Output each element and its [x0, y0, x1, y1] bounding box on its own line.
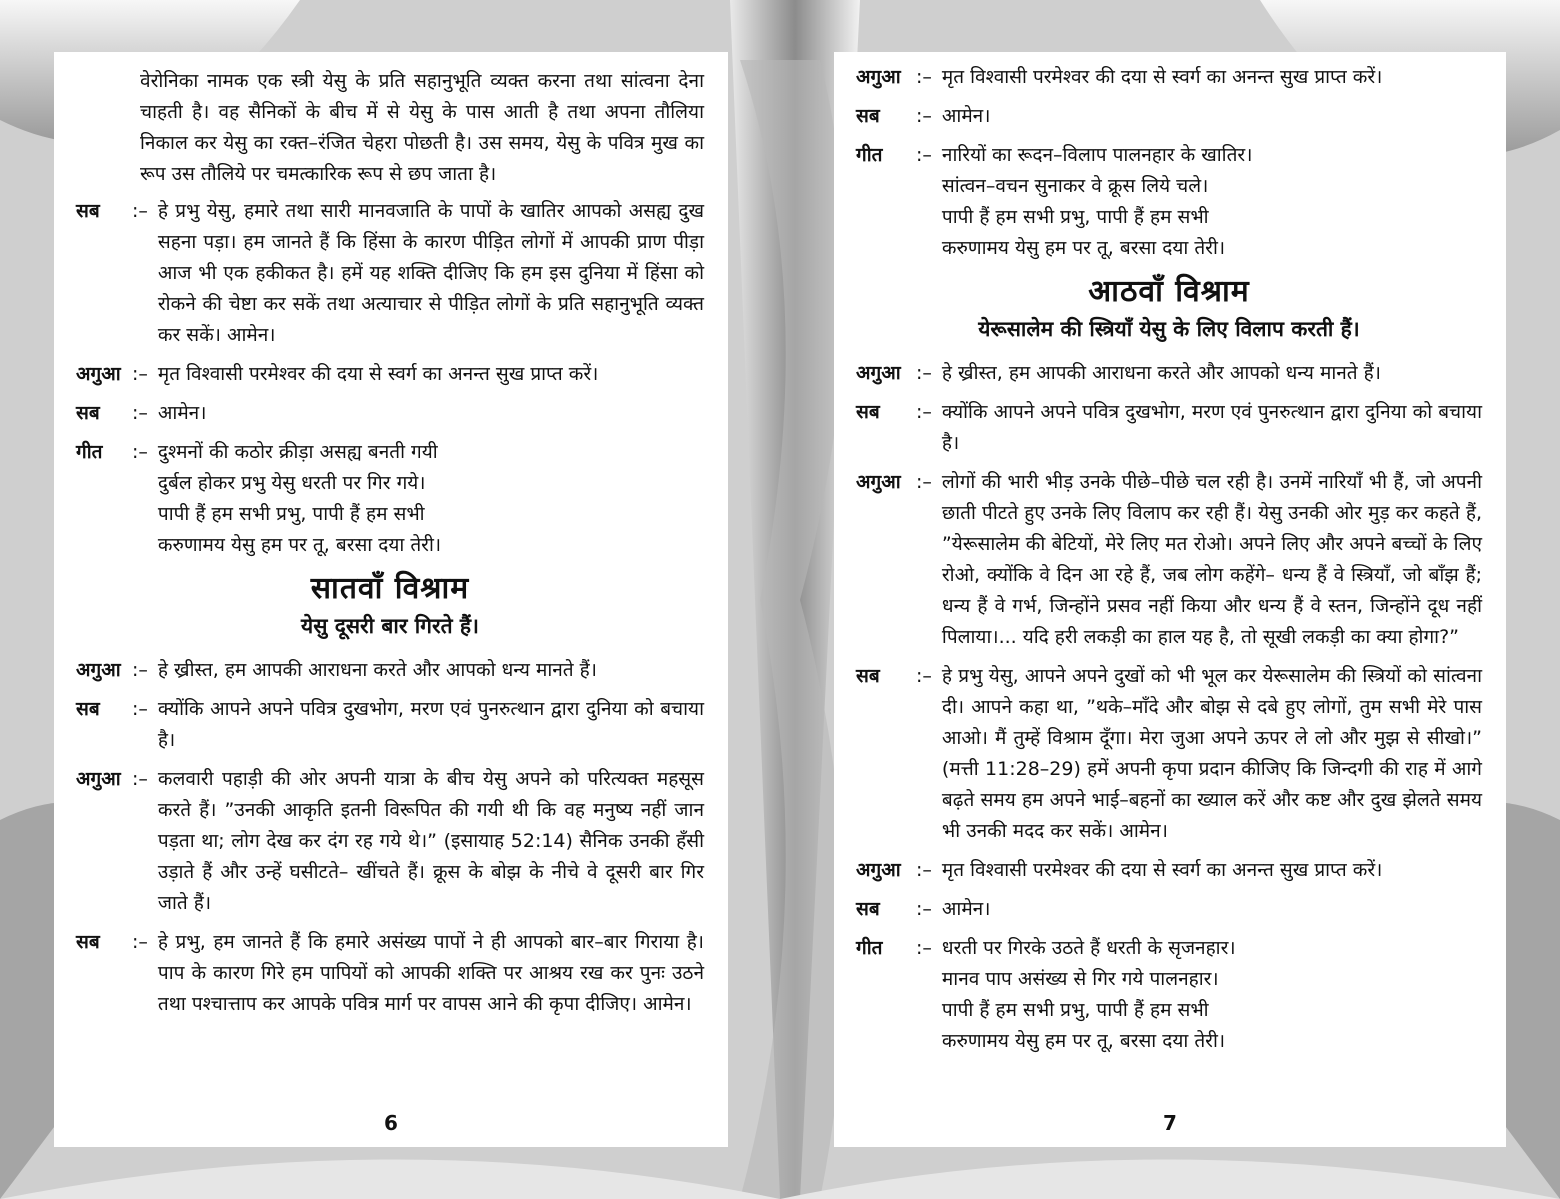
song-line: पापी हैं हम सभी प्रभु, पापी हैं हम सभी [157, 503, 425, 525]
separator: :– [132, 659, 148, 681]
speaker-label: सब [856, 105, 880, 127]
song-entry [856, 140, 1482, 264]
speaker-label: अगुआ [856, 66, 901, 88]
song-line: करुणामय येसु हम पर तू, बरसा दया तेरी। [157, 534, 442, 556]
intro-paragraph: वेरोनिका नामक एक स्त्री येसु के प्रति सहानुभूति व्यक्त करना तथा सांत्वना देना चाहती है। वह सैनिकों के बीच में से येसु के पास आती है तथा अपना तौलिया निकाल कर येसु का रक्त–रंजित चेहरा पोछती है। उस समय, येसु के पवित्र मुख का रूप उस तौलिये पर चमत्कारिक रूप से छप जाता है। [140, 70, 704, 185]
litany-entry [76, 398, 704, 429]
separator: :– [916, 471, 932, 493]
song-entry [856, 933, 1482, 1057]
speaker-label: अगुआ [76, 768, 121, 790]
litany-entry [856, 894, 1482, 925]
separator: :– [132, 402, 148, 424]
litany-entry [76, 655, 704, 686]
litany-entry [76, 359, 704, 390]
song-line: दुर्बल होकर प्रभु येसु धरती पर गिर गये। [157, 472, 426, 494]
station-title: आठवाँ विश्राम [1088, 274, 1250, 309]
speaker-label: अगुआ [856, 362, 901, 384]
song-lines [942, 933, 1236, 1057]
separator: :– [916, 401, 932, 423]
litany-entry [76, 196, 704, 351]
litany-entry [856, 397, 1482, 459]
entry-text: आमेन। [941, 105, 991, 127]
speaker-label: गीत [856, 937, 883, 959]
speaker-label: सब [856, 401, 880, 423]
litany-entry [856, 358, 1482, 389]
song-line: नारियों का रूदन–विलाप पालनहार के खातिर। [941, 144, 1253, 166]
entry-text: कलवारी पहाड़ी की ओर अपनी यात्रा के बीच येसु अपने को परित्यक्त महसूस करते हैं। ”उनकी आकृति इतनी विरूपित की गयी थी कि वह मनुष्य नहीं जान पड़ता था; लोग देख कर दंग रह गये थे।” (इसायाह 52:14) सैनिक उनकी हँसी उड़ाते हैं और उन्हें घसीटते– खींचते हैं। क्रूस के बोझ के नीचे वे दूसरी बार गिर जाते हैं। [157, 768, 704, 914]
entry-text: आमेन। [941, 898, 991, 920]
litany-entry [76, 927, 704, 1020]
speaker-label: अगुआ [856, 859, 901, 881]
separator: :– [916, 66, 932, 88]
entry-text: हे ख्रीस्त, हम आपकी आराधना करते और आपको धन्य मानते हैं। [941, 362, 1381, 384]
left-page [54, 52, 728, 1147]
song-line: दुश्मनों की कठोर क्रीड़ा असह्य बनती गयी [157, 441, 438, 463]
separator: :– [132, 698, 148, 720]
song-entry [76, 437, 704, 561]
entry-text: हे ख्रीस्त, हम आपकी आराधना करते और आपको धन्य मानते हैं। [157, 659, 597, 681]
speaker-label: सब [76, 402, 100, 424]
speaker-label: अगुआ [76, 659, 121, 681]
separator: :– [132, 768, 148, 790]
song-line: पापी हैं हम सभी प्रभु, पापी हैं हम सभी [941, 999, 1209, 1021]
page-number: 7 [1163, 1111, 1177, 1135]
litany-entry [856, 855, 1482, 886]
entry-text: हे प्रभु येसु, हमारे तथा सारी मानवजाति के पापों के खातिर आपको असह्य दुख सहना पड़ा। हम जानते हैं कि हिंसा के कारण पीड़ित लोगों में आपकी प्राण पीड़ा आज भी एक हकीकत है। हमें यह शक्ति दीजिए कि हम इस दुनिया में हिंसा को रोकने की चेष्टा कर सकें तथा अत्याचार से पीड़ित लोगों के प्रति सहानुभूति व्यक्त कर सकें। आमेन। [157, 200, 704, 346]
song-line: मानव पाप असंख्य से गिर गये पालनहार। [941, 968, 1219, 990]
separator: :– [916, 898, 932, 920]
separator: :– [132, 200, 148, 222]
litany-entry [76, 694, 704, 756]
speaker-label: सब [76, 931, 100, 953]
litany-entry [856, 661, 1482, 847]
entry-text: आमेन। [157, 402, 207, 424]
litany-entry [856, 62, 1482, 93]
litany-entry [856, 467, 1482, 653]
speaker-label: सब [76, 200, 100, 222]
separator: :– [916, 859, 932, 881]
speaker-label: अगुआ [76, 363, 121, 385]
separator: :– [132, 441, 148, 463]
speaker-label: गीत [76, 441, 103, 463]
separator: :– [916, 665, 932, 687]
song-line: सांत्वन–वचन सुनाकर वे क्रूस लिये चले। [941, 175, 1209, 197]
speaker-label: अगुआ [856, 471, 901, 493]
entry-text: मृत विश्वासी परमेश्वर की दया से स्वर्ग का अनन्त सुख प्राप्त करें। [157, 363, 599, 385]
separator: :– [916, 144, 932, 166]
station-subtitle: येसु दूसरी बार गिरते हैं। [301, 614, 479, 638]
page-number: 6 [384, 1111, 398, 1135]
station-title: सातवाँ विश्राम [310, 571, 470, 606]
litany-entry [76, 764, 704, 919]
entry-text: क्योंकि आपने अपने पवित्र दुखभोग, मरण एवं पुनरुत्थान द्वारा दुनिया को बचाया है। [157, 698, 704, 751]
separator: :– [916, 105, 932, 127]
entry-text: क्योंकि आपने अपने पवित्र दुखभोग, मरण एवं पुनरुत्थान द्वारा दुनिया को बचाया है। [941, 401, 1482, 454]
separator: :– [916, 362, 932, 384]
station-subtitle: येरूसालेम की स्त्रियाँ येसु के लिए विलाप करती हैं। [978, 317, 1360, 341]
separator: :– [132, 363, 148, 385]
entry-text: हे प्रभु येसु, आपने अपने दुखों को भी भूल कर येरूसालेम की स्त्रियों को सांत्वना दी। आपने कहा था, ”थके–माँदे और बोझ से दबे हुए लोगों, तुम सभी मेरे पास आओ। मैं तुम्हें विश्राम दूँगा। मेरा जुआ अपने ऊपर ले लो और मुझ से सीखो।” (मत्ती 11:28–29) हमें अपनी कृपा प्रदान कीजिए कि जिन्दगी की राह में आगे बढ़ते समय हम अपने भाई–बहनों का ख्याल करें और कष्ट और दुख झेलते समय भी उनकी मदद कर सकें। आमेन। [941, 665, 1482, 842]
right-page [834, 52, 1506, 1147]
song-line: धरती पर गिरके उठते हैं धरती के सृजनहार। [941, 937, 1236, 959]
song-lines [158, 437, 441, 561]
litany-entry [856, 101, 1482, 132]
entry-text: लोगों की भारी भीड़ उनके पीछे–पीछे चल रही है। उनमें नारियाँ भी हैं, जो अपनी छाती पीटते हुए उनके लिए विलाप कर रही हैं। येसु उनकी ओर मुड़ कर कहते हैं, ”येरूसालेम की बेटियों, मेरे लिए मत रोओ। अपने लिए और अपने बच्चों के लिए रोओ, क्योंकि वे दिन आ रहे हैं, जब लोग कहेंगे– धन्य हैं वे स्त्रियाँ, जो बाँझ हैं; धन्य हैं वे गर्भ, जिन्होंने प्रसव नहीं किया और धन्य हैं वे स्तन, जिन्होंने दूध नहीं पिलाया।... यदि हरी लकड़ी का हाल यह है, तो सूखी लकड़ी का क्या होगा?” [941, 471, 1482, 648]
separator: :– [132, 931, 148, 953]
song-line: करुणामय येसु हम पर तू, बरसा दया तेरी। [941, 237, 1226, 259]
song-lines [942, 140, 1253, 264]
song-line: करुणामय येसु हम पर तू, बरसा दया तेरी। [941, 1030, 1226, 1052]
speaker-label: सब [856, 898, 880, 920]
song-line: पापी हैं हम सभी प्रभु, पापी हैं हम सभी [941, 206, 1209, 228]
entry-text: मृत विश्वासी परमेश्वर की दया से स्वर्ग का अनन्त सुख प्राप्त करें। [941, 859, 1383, 881]
speaker-label: सब [76, 698, 100, 720]
entry-text: हे प्रभु, हम जानते हैं कि हमारे असंख्य पापों ने ही आपको बार–बार गिराया है। पाप के कारण गिरे हम पापियों को आपकी शक्ति पर आश्रय रख कर पुनः उठने तथा पश्चात्ताप कर आपके पवित्र मार्ग पर वापस आने की कृपा दीजिए। आमेन। [157, 931, 704, 1015]
speaker-label: सब [856, 665, 880, 687]
speaker-label: गीत [856, 144, 883, 166]
entry-text: मृत विश्वासी परमेश्वर की दया से स्वर्ग का अनन्त सुख प्राप्त करें। [941, 66, 1383, 88]
separator: :– [916, 937, 932, 959]
